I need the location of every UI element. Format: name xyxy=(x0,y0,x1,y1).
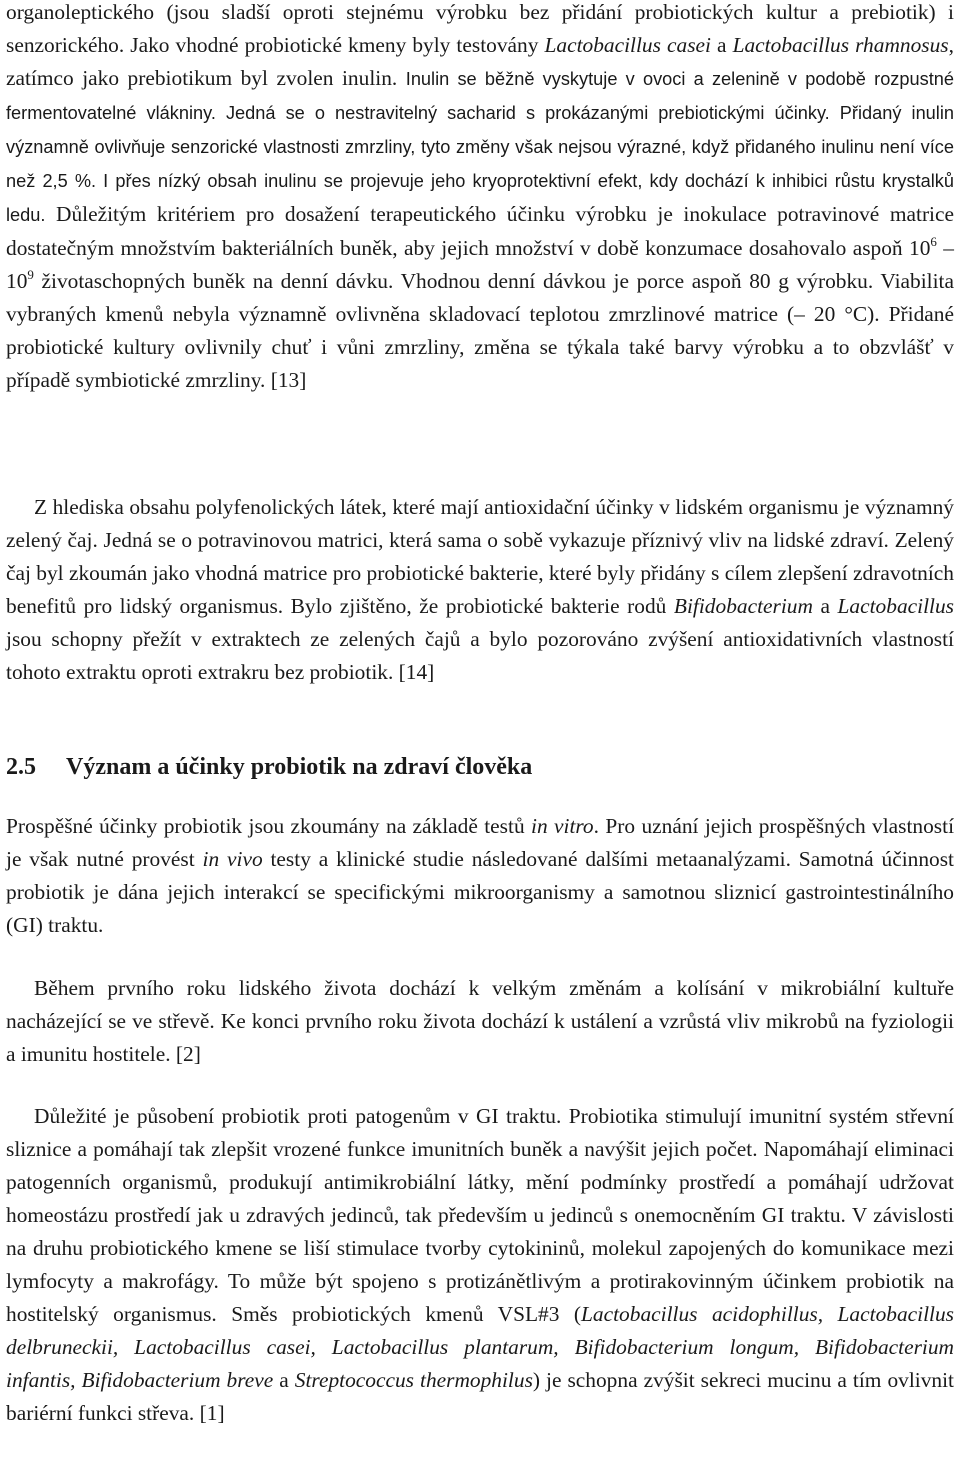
paragraph-probiotic-ice-cream xyxy=(6,0,954,397)
text-span: organoleptického (jsou sladší oproti stejnému výrobku bez přidání probiotických kultur a prebiotik) i senzorického. Jako vhodné probiotické kmeny byly testovány xyxy=(6,0,954,57)
text-span: Důležité je působení probiotik proti patogenům v GI traktu. Probiotika stimulují imunitní systém střevní sliznice a pomáhají tak zlepšit vrozené funkce imunitních buněk a navýšit jejich počet. Napomáhají eliminaci patogenních organismů, produkují antimikrobiální látky, mění podmínky prostředí a pomáhají udržovat homeostázu prostředí jak u zdravých jedinců, tak především u jedinců s onemocněním GI traktu. V závislosti na druhu probiotického kmene se liší stimulace tvorby cytokininů, molekul zapojených do komunikace mezi lymfocyty a makrofágy. To může být spojeno s protizánětlivým a protirakovinným účinkem probiotik na hostitelský organismus. Směs probiotických kmenů VSL#3 ( xyxy=(6,1104,954,1326)
text-span: testy a klinické studie následované dalšími metaanalýzami. Samotná účinnost probiotik je dána jejich interakcí se specifickými mikroorganismy a samotnou sliznicí gastrointestinálního (GI) traktu. xyxy=(6,847,954,937)
inulin-passage: Inulin se běžně vyskytuje v ovoci a zelenině v podobě rozpustné fermentovatelné vlákniny. Jedná se o nestravitelný sacharid s prokázanými prebiotickými účinky. Přidaný inulin významně ovlivňuje senzorické vlastnosti zmrzliny, tyto změny však nejsou výrazné, když přidaného inulinu není více než 2,5 %. I přes nízký obsah inulinu se projevuje jeho kryoprotektivní efekt, kdy dochází k inhibici růstu krystalků ledu. xyxy=(6,69,955,225)
paragraph-green-tea xyxy=(6,491,954,689)
text-span: a xyxy=(812,594,838,618)
text-span: Důležitým kritériem pro dosažení terapeutického účinku výrobku je inokulace potravinové matrice dostatečným množstvím bakteriálních buněk, aby jejich množství v době konzumace dosahovalo aspoň 10 xyxy=(6,202,954,260)
genus-name: Lactobacillus xyxy=(837,594,954,618)
text-span: Prospěšné účinky probiotik jsou zkoumány na základě testů xyxy=(6,814,532,838)
exponent: 6 xyxy=(930,234,937,249)
text-span: a xyxy=(273,1368,295,1392)
paragraph-pathogens xyxy=(6,1100,954,1430)
text-span: životaschopných buněk na denní dávku. Vhodnou denní dávkou je porce aspoň 80 g výrobku. Viabilita vybraných kmenů nebyla významně ovlivněna skladovací teplotou zmrzlinové matrice (– 20 °C). Přidané probiotické kultury ovlivnily chuť i vůni zmrzliny, změna se týkala také barvy výrobku a to obzvlášť v případě symbiotické zmrzliny. [13] xyxy=(6,269,954,392)
paragraph-first-year xyxy=(6,972,954,1071)
latin-term: in vitro xyxy=(531,814,594,838)
text-span: , zatímco jako prebiotikum byl zvolen inulin. xyxy=(6,33,954,90)
species-name: Lactobacillus rhamnosus xyxy=(732,33,949,57)
text-span: Z hlediska obsahu polyfenolických látek, které mají antioxidační účinky v lidském organismu je významný zelený čaj. Jedná se o potravinovou matrici, která sama o sobě vykazuje příznivý vliv na lidské zdraví. Zelený čaj byl zkoumán jako vhodná matrice pro probiotické bakterie, které byly přidány s cílem zlepšení zdravotních benefitů pro lidský organismus. Bylo zjištěno, že probiotické bakterie rodů xyxy=(6,495,954,618)
species-name: Lactobacillus casei xyxy=(544,33,711,57)
species-name: Streptococcus thermophilus xyxy=(294,1368,533,1392)
latin-term: in vivo xyxy=(202,847,263,871)
text-span: a xyxy=(710,33,733,57)
genus-name: Bifidobacterium xyxy=(673,594,813,618)
paragraph-effects-intro xyxy=(6,810,954,942)
text-span: . Pro uznání jejich prospěšných vlastností je však nutné provést xyxy=(6,814,955,871)
exponent: 9 xyxy=(27,267,34,282)
text-span: jsou schopny přežít v extraktech ze zelených čajů a bylo pozorováno zvýšení antioxidativních vlastností tohoto extraktu oproti extrakru bez probiotik. [14] xyxy=(6,627,954,684)
section-number: 2.5 xyxy=(6,754,36,780)
text-span: ) je schopna zvýšit sekreci mucinu a tím ovlivnit bariérní funkci střeva. [1] xyxy=(6,1368,954,1425)
text-span: – 10 xyxy=(6,236,954,293)
species-list: Lactobacillus acidophillus, Lactobacillus delbruneckii, Lactobacillus casei, Lactobacillus plantarum, Bifidobacterium longum, Bifidobacterium infantis, Bifidobacterium breve xyxy=(6,1302,954,1392)
text-span: Během prvního roku lidského života dochází k velkým změnám a kolísání v mikrobiální kultuře nacházející se ve střevě. Ke konci prvního roku života dochází k ustálení a vzrůstá vliv mikrobů na fyziologii a imunitu hostitele. [2] xyxy=(6,976,954,1066)
section-heading xyxy=(6,750,532,784)
section-title: Význam a účinky probiotik na zdraví člověka xyxy=(66,754,533,780)
